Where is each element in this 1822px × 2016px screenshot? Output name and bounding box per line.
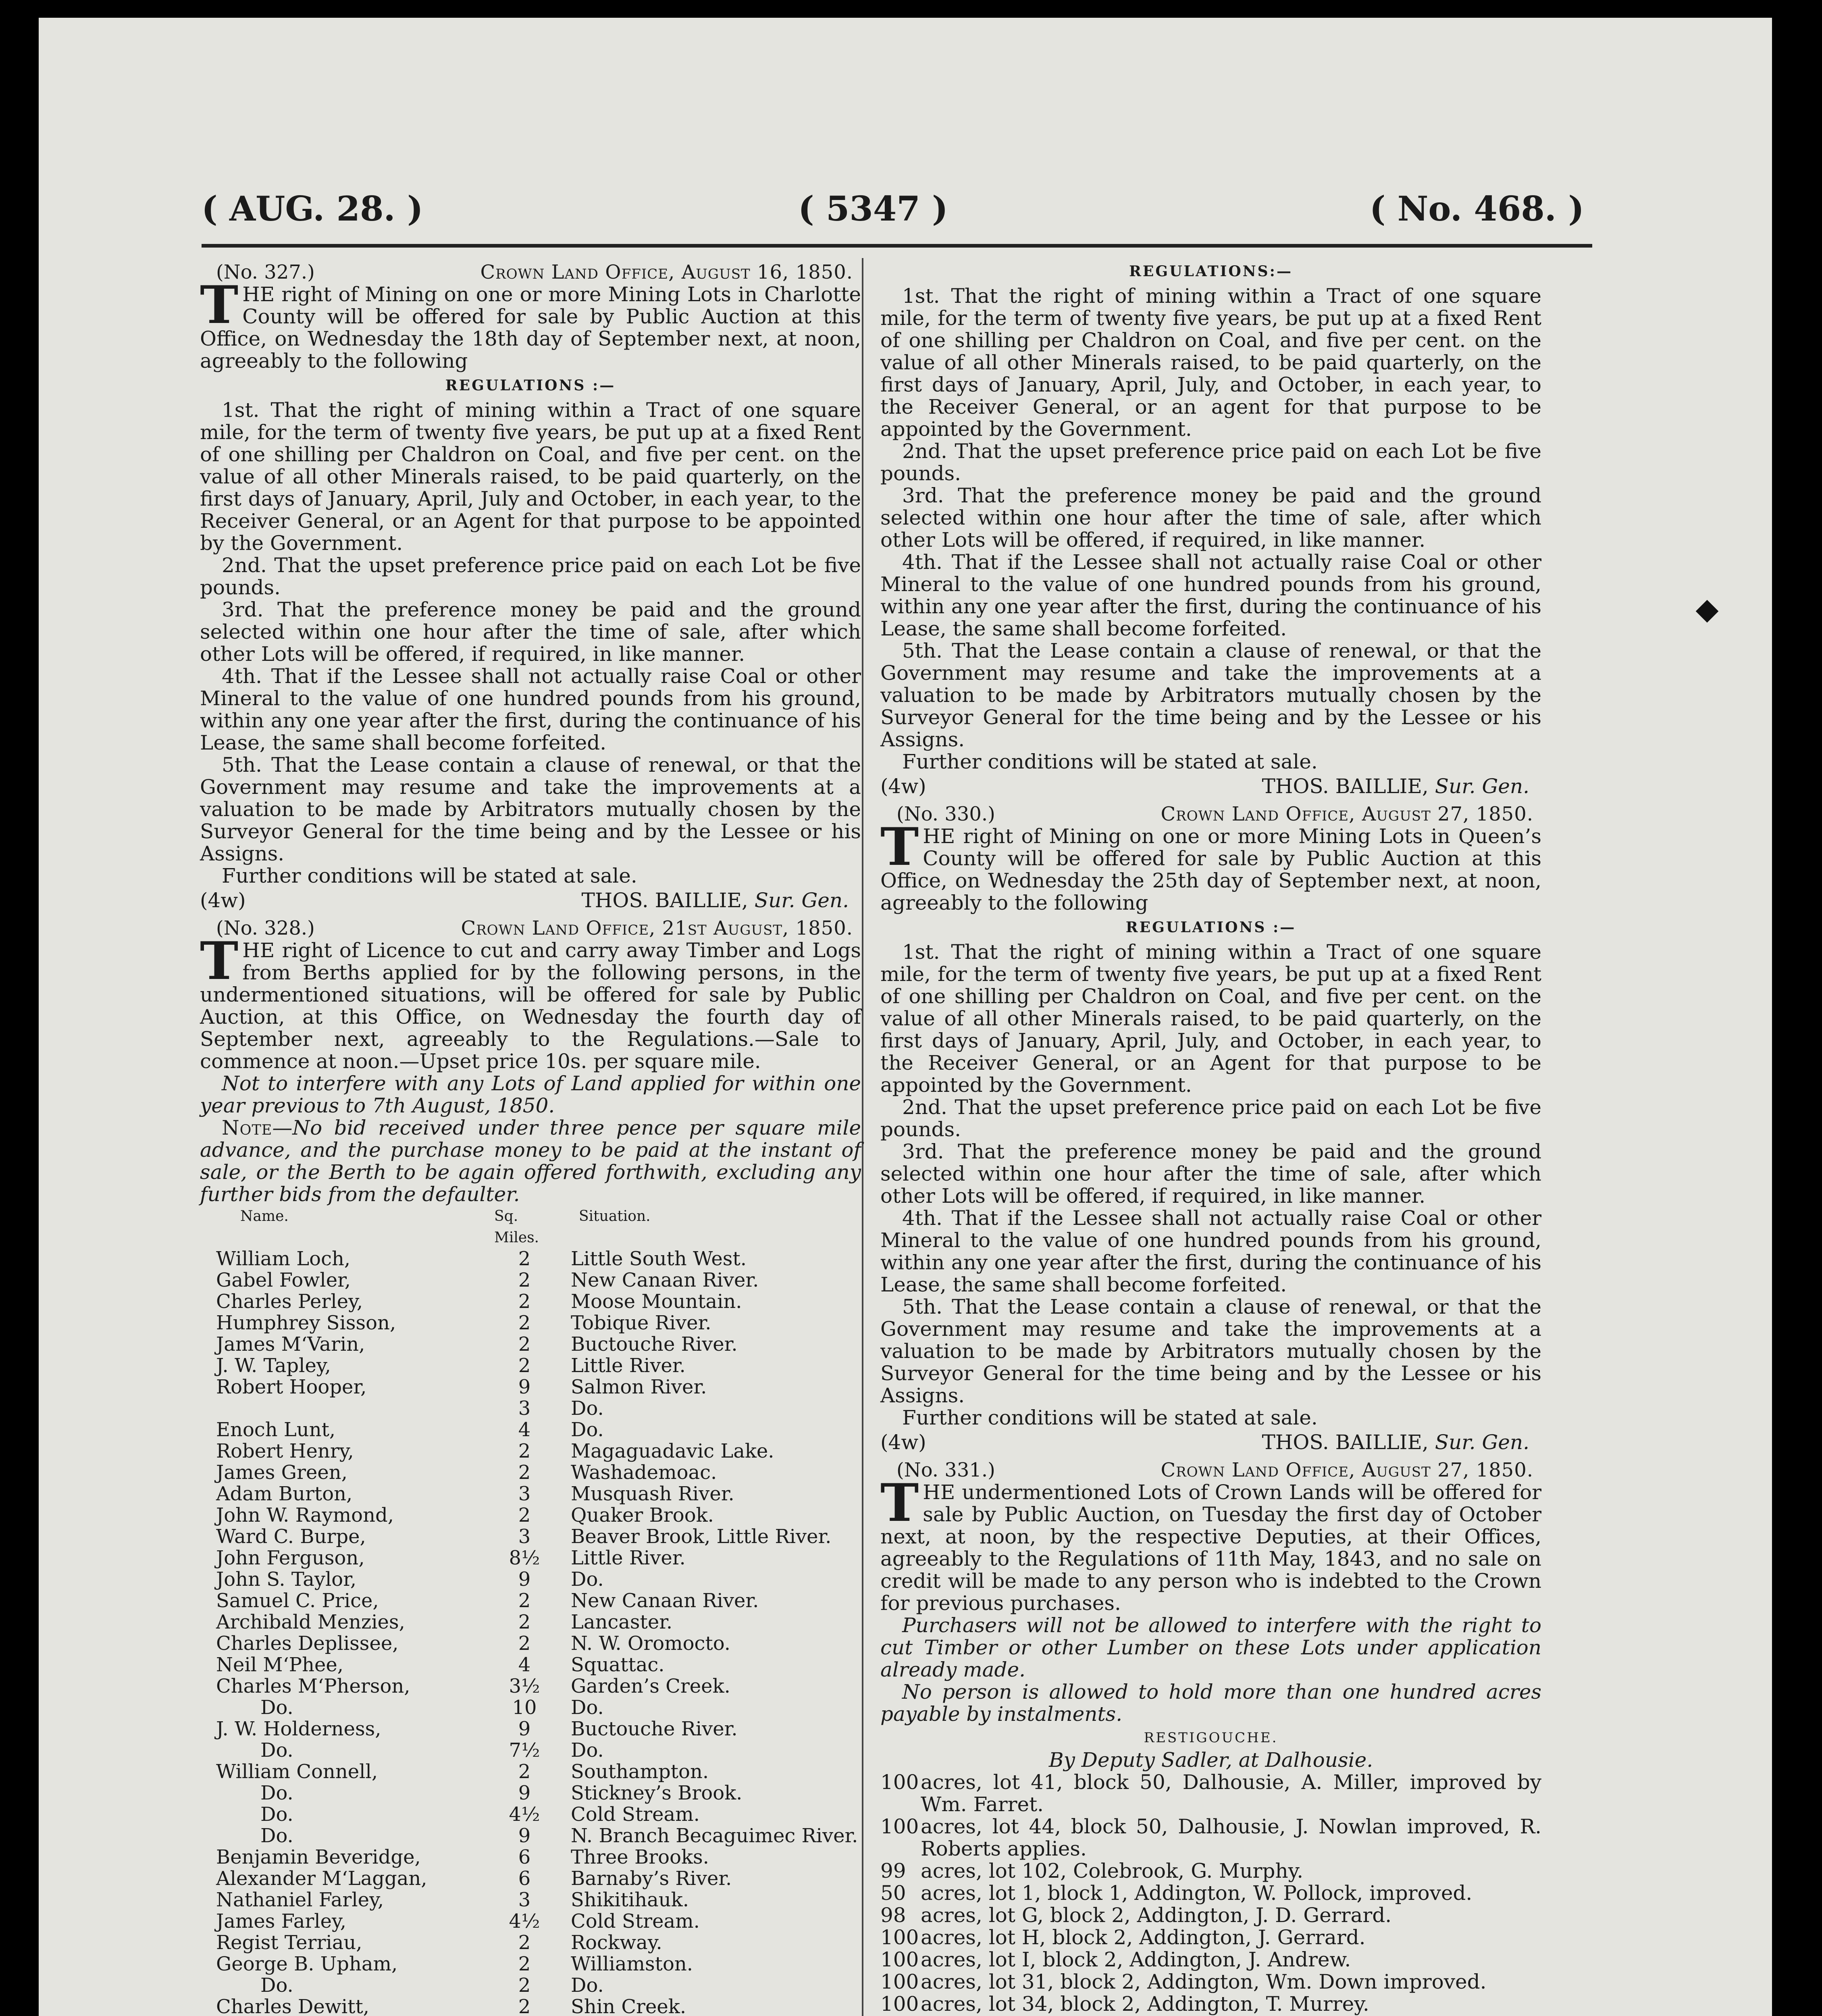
berth-situation: Three Brooks.: [571, 1846, 709, 1868]
lot-acres: 100: [880, 1970, 919, 1993]
lot-description: acres, lot 1, block 1, Addington, W. Pollock, improved.: [921, 1881, 1473, 1905]
berth-square-miles: 4: [518, 1654, 531, 1676]
lot-entry: [880, 1993, 1541, 2015]
berth-square-miles: 4½: [509, 1910, 540, 1933]
lot-acres: 100: [880, 1770, 919, 1794]
table-row: [216, 1996, 858, 2016]
berth-applicant: Charles Perley,: [216, 1290, 363, 1313]
berth-applicant: John Ferguson,: [216, 1547, 365, 1569]
notice-body: THE right of Mining on one or more Mining Lots in Queen’s County will be offered for sale by Public Auction at this Office, on Wednesday the 25th day of September next, at noon, agreeably to the following: [880, 817, 1541, 914]
table-row: [216, 1740, 858, 1761]
further-conditions: Further conditions will be stated at sale.: [902, 1406, 1318, 1429]
signatory-title: Sur. Gen.: [754, 889, 849, 912]
berth-situation: Shin Creek.: [571, 1995, 686, 2016]
berth-square-miles: 9: [518, 1718, 531, 1740]
berth-square-miles: 8½: [509, 1547, 540, 1569]
berth-square-miles: 7½: [509, 1739, 540, 1762]
berth-square-miles: 2: [518, 1461, 531, 1484]
lot-entry: [880, 1926, 1541, 1949]
berth-applicant: Alexander M‘Laggan,: [216, 1867, 427, 1890]
regulation-item: 2nd. That the upset preference price paid on each Lot be five pounds.: [880, 1095, 1541, 1141]
berth-situation: Washademoac.: [571, 1461, 717, 1484]
notice-office-date: Crown Land Office, 21st August, 1850.: [461, 917, 853, 939]
lot-description: acres, lot I, block 2, Addington, J. Andrew.: [921, 1948, 1351, 1971]
regulations-heading: REGULATIONS:—: [1129, 263, 1293, 280]
bid-note: Note—No bid received under three pence per square mile advance, and the purchase money to be paid at the instant of sale, or the Berth to be again offered forthwith, excluding any further bids from the defaulter.: [200, 1116, 861, 1206]
notice-number: (No. 331.): [896, 1459, 995, 1481]
berth-applicant: James M‘Varin,: [216, 1333, 365, 1356]
purchasers-note: Purchasers will not be allowed to interfere with the right to cut Timber or other Lumber on these Lots under application already made.: [880, 1614, 1541, 1681]
regulations-heading: REGULATIONS :—: [445, 377, 616, 394]
berth-square-miles: 2: [518, 1632, 531, 1655]
lot-description: acres, lot H, block 2, Addington, J. Gerrard.: [921, 1926, 1366, 1949]
notice-number: (No. 328.): [216, 917, 315, 939]
berth-square-miles: 2: [518, 1333, 531, 1356]
berth-square-miles: 2: [518, 1504, 531, 1527]
berth-situation: Moose Mountain.: [571, 1290, 742, 1313]
table-row: [216, 1804, 858, 1825]
signature-line: [880, 775, 1541, 798]
lot-entry: [880, 1904, 1541, 1926]
berth-square-miles: 9: [518, 1376, 531, 1398]
berth-applicant: Charles Dewitt,: [216, 1995, 370, 2016]
regulation-item: 2nd. That the upset preference price paid on each Lot be five pounds.: [200, 554, 861, 599]
table-row: [216, 1248, 858, 1270]
table-row: [216, 1718, 858, 1740]
berth-situation: Do.: [571, 1696, 604, 1719]
header-date: ( AUG. 28. ): [202, 189, 423, 229]
berth-applicant: Regist Terriau,: [216, 1931, 362, 1954]
berth-applicant: William Connell,: [216, 1760, 378, 1783]
page-header: [202, 189, 1584, 237]
insertion-code: (4w): [880, 775, 926, 798]
header-page-number: ( 5347 ): [798, 189, 948, 229]
regulation-item: 1st. That the right of mining within a Tract of one square mile, for the term of twenty five years, be put up at a fixed Rent of one shilling per Chaldron on Coal, and five per cent. on the value of all other Minerals raised, to be paid quarterly, on the first days of January, April, July, and October, in each year, to the Receiver General, or an Agent for that purpose to be appointed by the Government.: [880, 940, 1541, 1097]
regulation-item: 3rd. That the preference money be paid and the ground selected within one hour after the time of sale, after which other Lots will be offered, if required, in like manner.: [880, 1140, 1541, 1208]
berth-applicant: Do.: [260, 1974, 293, 1997]
berth-situation: Do.: [571, 1568, 604, 1591]
county-heading: RESTIGOUCHE.: [1144, 1730, 1278, 1746]
berth-situation: Little River.: [571, 1547, 686, 1569]
signature-line: [880, 1431, 1541, 1454]
header-rule: [202, 244, 1592, 248]
table-row: [216, 1676, 858, 1697]
berth-square-miles: 2: [518, 1269, 531, 1291]
berth-applicant: Robert Henry,: [216, 1440, 354, 1462]
table-row: [216, 1825, 858, 1847]
berth-applicant: J. W. Tapley,: [216, 1354, 331, 1377]
berth-situation: New Canaan River.: [571, 1589, 759, 1612]
table-row: [216, 1441, 858, 1462]
regulation-item: 5th. That the Lease contain a clause of renewal, or that the Government may resume and take the improvements at a valuation to be made by Arbitrators mutually chosen by the Surveyor General for the time being and by the Lessee or his Assigns.: [880, 639, 1541, 751]
berth-applicant: Samuel C. Price,: [216, 1589, 379, 1612]
berth-situation: Williamston.: [571, 1953, 693, 1975]
lot-acres: 100: [880, 1992, 919, 2016]
lot-description: acres, lot G, block 2, Addington, J. D. Gerrard.: [921, 1904, 1392, 1927]
berth-situation: Southampton.: [571, 1760, 709, 1783]
table-row: [216, 1483, 858, 1505]
berth-situation: New Canaan River.: [571, 1269, 759, 1291]
berth-applicant: Benjamin Beveridge,: [216, 1846, 421, 1868]
table-header-row: [216, 1206, 858, 1248]
regulations-heading: REGULATIONS :—: [1125, 919, 1296, 936]
drop-cap: T: [200, 931, 239, 991]
berth-square-miles: 2: [518, 1611, 531, 1633]
berth-situation: Beaver Brook, Little River.: [571, 1525, 832, 1548]
notice-329-continued: [880, 260, 1541, 798]
notice-328: [200, 917, 861, 2016]
berth-square-miles: 2: [518, 1974, 531, 1997]
lot-description: acres, lot 41, block 50, Dalhousie, A. Miller, improved by Wm. Farret.: [921, 1770, 1541, 1816]
signatory-title: Sur. Gen.: [1435, 1431, 1529, 1454]
berth-applicant: Archibald Menzies,: [216, 1611, 405, 1633]
berth-situation: N. Branch Becaguimec River.: [571, 1824, 858, 1847]
berth-square-miles: 2: [518, 1354, 531, 1377]
table-row: [216, 1654, 858, 1676]
berth-situation: N. W. Oromocto.: [571, 1632, 730, 1655]
berth-square-miles: 2: [518, 1312, 531, 1334]
table-row: [216, 1526, 858, 1547]
signature-line: [200, 889, 861, 912]
berth-applicant: Do.: [260, 1824, 293, 1847]
berth-square-miles: 4½: [509, 1803, 540, 1826]
berth-square-miles: 3: [518, 1889, 531, 1911]
berth-situation: Rockway.: [571, 1931, 662, 1954]
table-row: [216, 1270, 858, 1291]
table-row: [216, 1932, 858, 1954]
lot-description: acres, lot 34, block 2, Addington, T. Murrey.: [921, 1992, 1369, 2016]
table-row: [216, 1569, 858, 1590]
berth-applicant: Robert Hooper,: [216, 1376, 367, 1398]
regulation-item: 2nd. That the upset preference price paid on each Lot be five pounds.: [880, 439, 1541, 485]
regulation-item: 5th. That the Lease contain a clause of renewal, or that the Government may resume and take the improvements at a valuation to be made by Arbitrators mutually chosen by the Surveyor General for the time being and by the Lessee or his Assigns.: [200, 753, 861, 865]
berth-situation: Musquash River.: [571, 1483, 734, 1505]
table-row: [216, 1398, 858, 1419]
berth-situation: Do.: [571, 1397, 604, 1420]
notice-327: [200, 261, 861, 912]
signatory-title: Sur. Gen.: [1435, 775, 1529, 798]
notice-body: THE right of Licence to cut and carry away Timber and Logs from Berths applied for by the following persons, in the undermentioned situations, will be offered for sale by Public Auction, at this Office, on Wednesday the fourth day of September next, agreeably to the Regulations.—Sale to commence at noon.—Upset price 10s. per square mile.: [200, 931, 861, 1073]
table-row: [216, 1975, 858, 1996]
berth-applicant: [216, 1398, 494, 1419]
berth-square-miles: 2: [518, 1248, 531, 1270]
notice-office-date: Crown Land Office, August 16, 1850.: [480, 261, 853, 283]
berth-applicant: Do.: [260, 1696, 293, 1719]
berth-applicant: Humphrey Sisson,: [216, 1312, 396, 1334]
regulation-item: 4th. That if the Lessee shall not actually raise Coal or other Mineral to the value of one hundred pounds from his ground, within any one year after the first, during the continuance of his Lease, the same shall become forfeited.: [880, 550, 1541, 640]
column-divider: [862, 258, 863, 2016]
table-row: [216, 1505, 858, 1526]
table-row: [216, 1783, 858, 1804]
berth-situation: Garden’s Creek.: [571, 1675, 730, 1697]
berth-square-miles: 2: [518, 1931, 531, 1954]
berth-square-miles: 4: [518, 1418, 531, 1441]
regulation-item: 3rd. That the preference money be paid and the ground selected within one hour after the time of sale, after which other Lots will be offered, if required, in like manner.: [880, 484, 1541, 552]
berth-applicant: Charles Deplissee,: [216, 1632, 399, 1655]
berth-square-miles: 9: [518, 1782, 531, 1804]
berth-applicant: Do.: [260, 1782, 293, 1804]
berth-applicant: James Farley,: [216, 1910, 347, 1933]
berth-square-miles: 2: [518, 1995, 531, 2016]
drop-cap: T: [880, 1473, 919, 1533]
berth-situation: Magaguadavic Lake.: [571, 1440, 774, 1462]
berth-situation: Buctouche River.: [571, 1718, 738, 1740]
lot-entry: [880, 1971, 1541, 1993]
table-row: [216, 1911, 858, 1932]
table-row: [216, 1334, 858, 1355]
berth-square-miles: 3: [518, 1483, 531, 1505]
berth-applicant: Neil M‘Phee,: [216, 1654, 344, 1676]
column-header-situation: Situation.: [579, 1208, 651, 1225]
berth-situation: Tobique River.: [571, 1312, 711, 1334]
timber-berth-table: [216, 1206, 858, 2016]
timber-berth-rows: [216, 1248, 858, 2016]
lot-description: acres, lot 44, block 50, Dalhousie, J. Nowlan improved, R. Roberts applies.: [921, 1815, 1541, 1860]
berth-square-miles: 2: [518, 1440, 531, 1462]
berth-square-miles: 6: [518, 1867, 531, 1890]
notice-331: [880, 1459, 1541, 2016]
table-row: [216, 1590, 858, 1612]
regulation-item: 4th. That if the Lessee shall not actually raise Coal or other Mineral to the value of one hundred pounds from his ground, within any one year after the first, during the continuance of his Lease, the same shall become forfeited.: [880, 1206, 1541, 1296]
lot-description: acres, lot 102, Colebrook, G. Murphy.: [921, 1859, 1304, 1883]
berth-square-miles: 9: [518, 1824, 531, 1847]
instalments-note: No person is allowed to hold more than one hundred acres payable by instalments.: [880, 1680, 1541, 1726]
notice-body: THE undermentioned Lots of Crown Lands will be offered for sale by Public Auction, on Tuesday the first day of October next, at noon, by the respective Deputies, at their Offices, agreeably to the Regulations of 11th May, 1843, and no sale on credit will be made to any person who is indebted to the Crown for previous purchases.: [880, 1473, 1541, 1615]
lot-acres: 98: [880, 1904, 906, 1927]
deputy-heading: By Deputy Sadler, at Dalhousie.: [1048, 1748, 1373, 1772]
insertion-code: (4w): [880, 1431, 926, 1454]
berth-applicant: John S. Taylor,: [216, 1568, 357, 1591]
table-row: [216, 1889, 858, 1911]
notice-office-date: Crown Land Office, August 27, 1850.: [1161, 1459, 1533, 1481]
berth-applicant: George B. Upham,: [216, 1953, 398, 1975]
berth-situation: Buctouche River.: [571, 1333, 738, 1356]
table-row: [216, 1355, 858, 1377]
signatory-name: THOS. BAILLIE,: [1262, 1431, 1429, 1454]
lot-acres: 50: [880, 1881, 906, 1905]
berth-situation: Lancaster.: [571, 1611, 673, 1633]
lot-acres: 100: [880, 1815, 919, 1838]
berth-situation: Do.: [571, 1418, 604, 1441]
lot-acres: 100: [880, 1926, 919, 1949]
regulation-item: 1st. That the right of mining within a Tract of one square mile, for the term of twenty five years, be put up at a fixed Rent of one shilling per Chaldron on Coal, and five per cent. on the value of all other Minerals raised, to be paid quarterly, on the first days of January, April, July and October, in each year, to the Receiver General, or an Agent for that purpose to be appointed by the Government.: [200, 398, 861, 555]
not-interfere-note: Not to interfere with any Lots of Land applied for within one year previous to 7th August, 1850.: [200, 1072, 861, 1117]
drop-cap: T: [880, 817, 919, 877]
berth-applicant: J. W. Holderness,: [216, 1718, 381, 1740]
notice-330: [880, 803, 1541, 1454]
berth-situation: Cold Stream.: [571, 1803, 700, 1826]
table-row: [216, 1419, 858, 1441]
berth-situation: Squattac.: [571, 1654, 665, 1676]
lot-entry: [880, 1882, 1541, 1904]
lot-acres: 99: [880, 1859, 906, 1883]
berth-situation: Little South West.: [571, 1248, 747, 1270]
berth-applicant: Ward C. Burpe,: [216, 1525, 366, 1548]
further-conditions: Further conditions will be stated at sale.: [902, 750, 1318, 773]
notice-number: (No. 327.): [216, 261, 315, 283]
column-header-name: Name.: [240, 1208, 289, 1225]
berth-applicant: Nathaniel Farley,: [216, 1889, 384, 1911]
table-row: [216, 1697, 858, 1718]
berth-square-miles: 3: [518, 1525, 531, 1548]
berth-situation: Cold Stream.: [571, 1910, 700, 1933]
header-issue-number: ( No. 468. ): [1369, 189, 1584, 229]
signatory-name: THOS. BAILLIE,: [581, 889, 748, 912]
lot-acres: 100: [880, 1948, 919, 1971]
drop-cap: T: [200, 275, 239, 335]
berth-applicant: Enoch Lunt,: [216, 1418, 336, 1441]
regulation-item: 4th. That if the Lessee shall not actually raise Coal or other Mineral to the value of one hundred pounds from his ground, within any one year after the first, during the continuance of his Lease, the same shall become forfeited.: [200, 664, 861, 754]
table-row: [216, 1761, 858, 1783]
berth-square-miles: 3½: [509, 1675, 540, 1697]
right-column: [880, 258, 1541, 2016]
berth-square-miles: 2: [518, 1953, 531, 1975]
column-header-sq-miles: Sq. Miles.: [494, 1208, 539, 1246]
berth-applicant: Do.: [260, 1803, 293, 1826]
table-row: [216, 1612, 858, 1633]
table-row: [216, 1633, 858, 1654]
regulation-item: 3rd. That the preference money be paid and the ground selected within one hour after the time of sale, after which other Lots will be offered, if required, in like manner.: [200, 598, 861, 666]
berth-applicant: James Green,: [216, 1461, 347, 1484]
lot-entry: [880, 1816, 1541, 1860]
signatory-name: THOS. BAILLIE,: [1262, 775, 1429, 798]
notice-number: (No. 330.): [896, 803, 995, 825]
berth-applicant: Adam Burton,: [216, 1483, 353, 1505]
berth-square-miles: 2: [518, 1290, 531, 1313]
lot-description: acres, lot 31, block 2, Addington, Wm. Down improved.: [921, 1970, 1487, 1993]
berth-situation: Shikitihauk.: [571, 1889, 689, 1911]
berth-situation: Little River.: [571, 1354, 686, 1377]
berth-situation: Stickney’s Brook.: [571, 1782, 743, 1804]
left-column: [200, 258, 861, 2016]
table-row: [216, 1462, 858, 1483]
berth-situation: Do.: [571, 1974, 604, 1997]
berth-applicant: Gabel Fowler,: [216, 1269, 351, 1291]
berth-situation: Salmon River.: [571, 1376, 707, 1398]
berth-situation: Do.: [571, 1739, 604, 1762]
berth-applicant: John W. Raymond,: [216, 1504, 394, 1527]
table-row: [216, 1291, 858, 1312]
table-row: [216, 1868, 858, 1889]
notice-body: THE right of Mining on one or more Mining Lots in Charlotte County will be offered for sale by Public Auction at this Office, on Wednesday the 18th day of September next, at noon, agreeably to the following: [200, 275, 861, 373]
lot-entry: [880, 1949, 1541, 1971]
regulation-item: 5th. That the Lease contain a clause of renewal, or that the Government may resume and take the improvements at a valuation to be made by Arbitrators mutually chosen by the Surveyor General for the time being and by the Lessee or his Assigns.: [880, 1295, 1541, 1407]
berth-square-miles: 10: [512, 1696, 537, 1719]
table-row: [216, 1847, 858, 1868]
lot-entry: [880, 1771, 1541, 1816]
berth-applicant: William Loch,: [216, 1248, 351, 1270]
berth-square-miles: 6: [518, 1846, 531, 1868]
note-label: Note: [222, 1116, 272, 1139]
table-row: [216, 1312, 858, 1334]
lot-entry: [880, 1860, 1541, 1882]
berth-square-miles: 2: [518, 1760, 531, 1783]
regulation-item: 1st. That the right of mining within a Tract of one square mile, for the term of twenty five years, be put up at a fixed Rent of one shilling per Chaldron on Coal, and five per cent. on the value of all other Minerals raised, to be paid quarterly, on the first days of January, April, July, and October, in each year, to the Receiver General, or an agent for that purpose to be appointed by the Government.: [880, 284, 1541, 441]
notice-office-date: Crown Land Office, August 27, 1850.: [1161, 803, 1533, 825]
berth-situation: Quaker Brook.: [571, 1504, 714, 1527]
berth-applicant: Charles M‘Pherson,: [216, 1675, 410, 1697]
berth-situation: Barnaby’s River.: [571, 1867, 732, 1890]
insertion-code: (4w): [200, 889, 246, 912]
crown-lots-list: [880, 1727, 1541, 2016]
berth-square-miles: 3: [518, 1397, 531, 1420]
table-row: [216, 1377, 858, 1398]
berth-square-miles: 2: [518, 1589, 531, 1612]
further-conditions: Further conditions will be stated at sale.: [222, 864, 637, 887]
berth-square-miles: 9: [518, 1568, 531, 1591]
table-row: [216, 1954, 858, 1975]
table-row: [216, 1547, 858, 1569]
berth-applicant: Do.: [260, 1739, 293, 1762]
